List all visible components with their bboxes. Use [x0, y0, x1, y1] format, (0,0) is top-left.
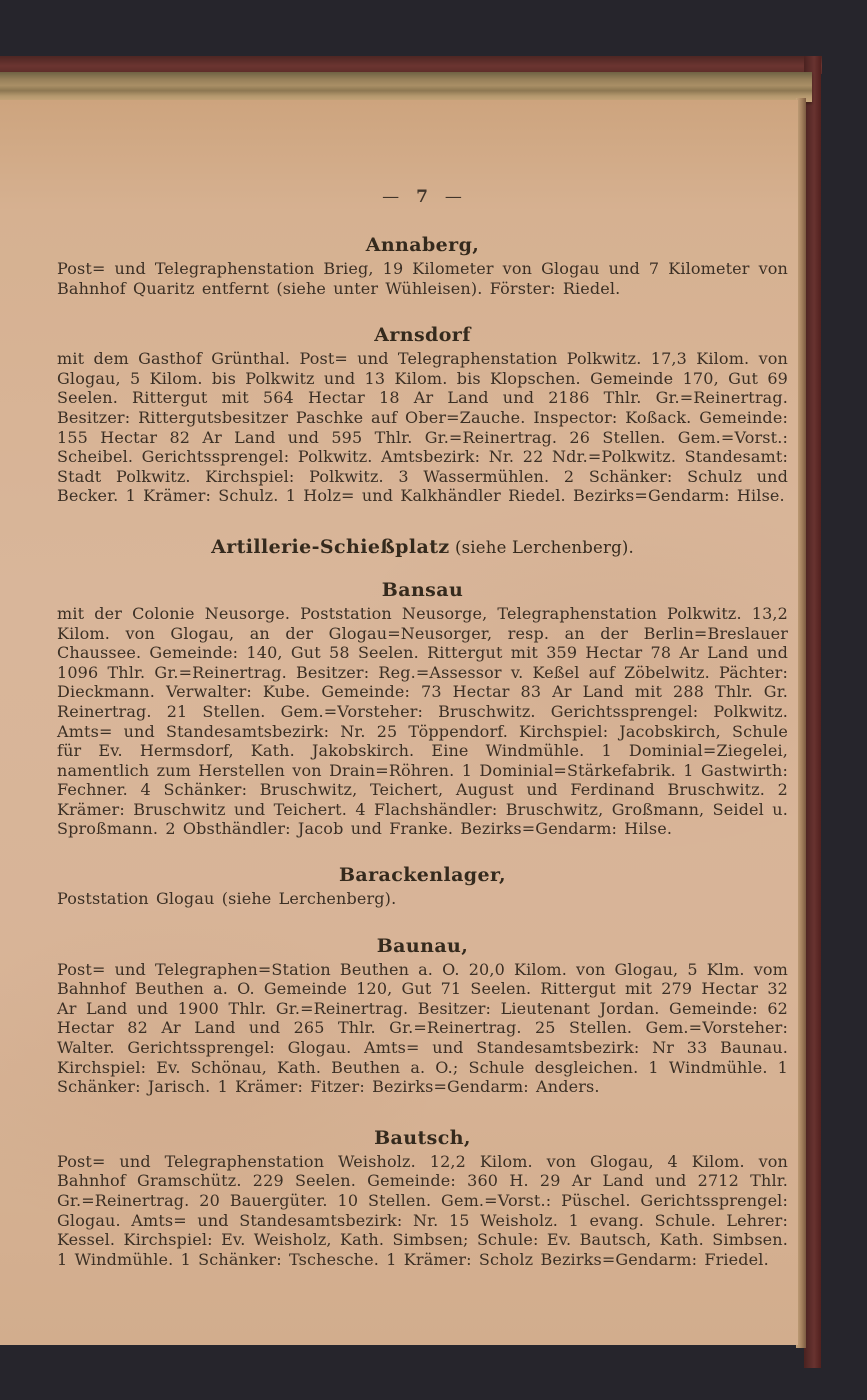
book-page: [0, 100, 798, 1345]
page-stack-edge-top: [0, 72, 812, 102]
entry-body-bansau: mit der Colonie Neusorge. Poststation Neusorge, Telegraphenstation Polkwitz. 13,2 Kilom. von Glogau, an der Glogau=Neusorger, resp. an der Berlin=Breslauer Chaussee. Gemeinde: 140, Gut 58 Seelen. Rittergut mit 359 Hectar 78 Ar Land und 1096 Thlr. Gr.=Reinertrag. Besitzer: Reg.=Assessor v. Keßel auf Zöbelwitz. Pächter: Dieckmann. Verwalter: Kube. Gemeinde: 73 Hectar 83 Ar Land mit 288 Thlr. Gr. Reinertrag. 21 Stellen. Gem.=Vorsteher: Bruschwitz. Gerichtssprengel: Polkwitz. Amts= und Standesamtsbezirk: Nr. 25 Töppendorf. Kirchspiel: Jacobskirch, Schule für Ev. Hermsdorf, Kath. Jakobskirch. Eine Windmühle. 1 Dominial=Ziegelei, namentlich zum Herstellen von Drain=Röhren. 1 Dominial=Stärkefabrik. 1 Gastwirth: Fechner. 4 Schänker: Bruschwitz, Teichert, August und Ferdinand Bruschwitz. 2 Krämer: Bruschwitz und Teichert. 4 Flachshändler: Bruschwitz, Großmann, Seidel u. Sproßmann. 2 Obsthändler: Jacob und Franke. Bezirks=Gendarm: Hilse.: [57, 603, 788, 839]
page-number: [57, 188, 788, 207]
entry-arnsdorf: [57, 324, 788, 506]
entry-bautsch: [57, 1127, 788, 1270]
entry-annaberg: [57, 234, 788, 298]
entry-body-barackenlager: Poststation Glogau (siehe Lerchenberg).: [57, 889, 397, 909]
entry-artillerie-schiessplatz: [57, 536, 788, 559]
page-number-dash-left: —: [382, 187, 401, 207]
page-number-value: 7: [416, 187, 429, 207]
entry-heading-annaberg: Annaberg,: [365, 234, 480, 256]
entry-heading-barackenlager: Barackenlager,: [338, 864, 507, 887]
entry-body-arnsdorf: mit dem Gasthof Grünthal. Post= und Telegraphenstation Polkwitz. 17,3 Kilom. von Glogau, 5 Kilom. bis Polkwitz und 13 Kilom. bis Klopschen. Gemeinde 170, Gut 69 Seelen. Rittergut mit 564 Hectar 18 Ar Land und 2186 Thlr. Gr.=Reinertrag. Besitzer: Rittergutsbesitzer Paschke auf Ober=Zauche. Inspector: Koßack. Gemeinde: 155 Hectar 82 Ar Land und 595 Thlr. Gr.=Reinertrag. 26 Stellen. Gem.=Vorst.: Scheibel. Gerichtssprengel: Polkwitz. Amtsbezirk: Nr. 22 Ndr.=Polkwitz. Standesamt: Stadt Polkwitz. Kirchspiel: Polkwitz. 3 Wassermühlen. 2 Schänker: Schulz und Becker. 1 Krämer: Schulz. 1 Holz= und Kalkhändler Riedel. Bezirks=Gendarm: Hilse.: [57, 349, 788, 506]
entry-body-annaberg: Post= und Telegraphenstation Brieg, 19 Kilometer von Glogau und 7 Kilometer von Bahnhof Quaritz entfernt (siehe unter Wühleisen). Förster: Riedel.: [57, 259, 788, 298]
entry-heading-arnsdorf: Arnsdorf: [374, 324, 471, 347]
book-cover-edge-right: [804, 56, 821, 1368]
entry-heading-artillerie-schiessplatz: [57, 536, 788, 559]
entry-baunau: [57, 935, 788, 1097]
cross-ref-suffix: (siehe Lerchenberg).: [449, 537, 634, 557]
entry-heading-bautsch: Bautsch,: [374, 1126, 471, 1149]
entry-heading-baunau: Baunau,: [376, 934, 469, 957]
page-number-dash-right: —: [444, 187, 463, 207]
cross-ref-title: Artillerie-Schießplatz: [211, 535, 450, 558]
entry-body-baunau: Post= und Telegraphen=Station Beuthen a. O. 20,0 Kilom. von Glogau, 5 Klm. vom Bahnhof Beuthen a. O. Gemeinde 120, Gut 71 Seelen. Rittergut mit 279 Hectar 32 Ar Land und 1900 Thlr. Gr.=Reinertrag. Besitzer: Lieutenant Jordan. Gemeinde: 62 Hectar 82 Ar Land und 265 Thlr. Gr.=Reinertrag. 25 Stellen. Gem.=Vorsteher: Walter. Gerichtssprengel: Glogau. Amts= und Standesamtsbezirk: Nr 33 Baunau. Kirchspiel: Ev. Schönau, Kath. Beuthen a. O.; Schule desgleichen. 1 Windmühle. 1 Schänker: Jarisch. 1 Krämer: Fitzer: Bezirks=Gendarm: Anders.: [57, 959, 788, 1097]
entry-body-bautsch: Post= und Telegraphenstation Weisholz. 12,2 Kilom. von Glogau, 4 Kilom. von Bahnhof Gramschütz. 229 Seelen. Gemeinde: 360 H. 29 Ar Land und 2712 Thlr. Gr.=Reinertrag. 20 Bauergüter. 10 Stellen. Gem.=Vorst.: Püschel. Gerichtssprengel: Glogau. Amts= und Standesamtsbezirk: Nr. 15 Weisholz. 1 evang. Schule. Lehrer: Kessel. Kirchspiel: Ev. Weisholz, Kath. Simbsen; Schule: Ev. Bautsch, Kath. Simbsen. 1 Windmühle. 1 Schänker: Tschesche. 1 Krämer: Scholz Bezirks=Gendarm: Friedel.: [57, 1151, 788, 1269]
entry-heading-bansau: Bansau: [381, 578, 464, 601]
entry-barackenlager: [57, 864, 788, 909]
entry-bansau: [57, 579, 788, 839]
